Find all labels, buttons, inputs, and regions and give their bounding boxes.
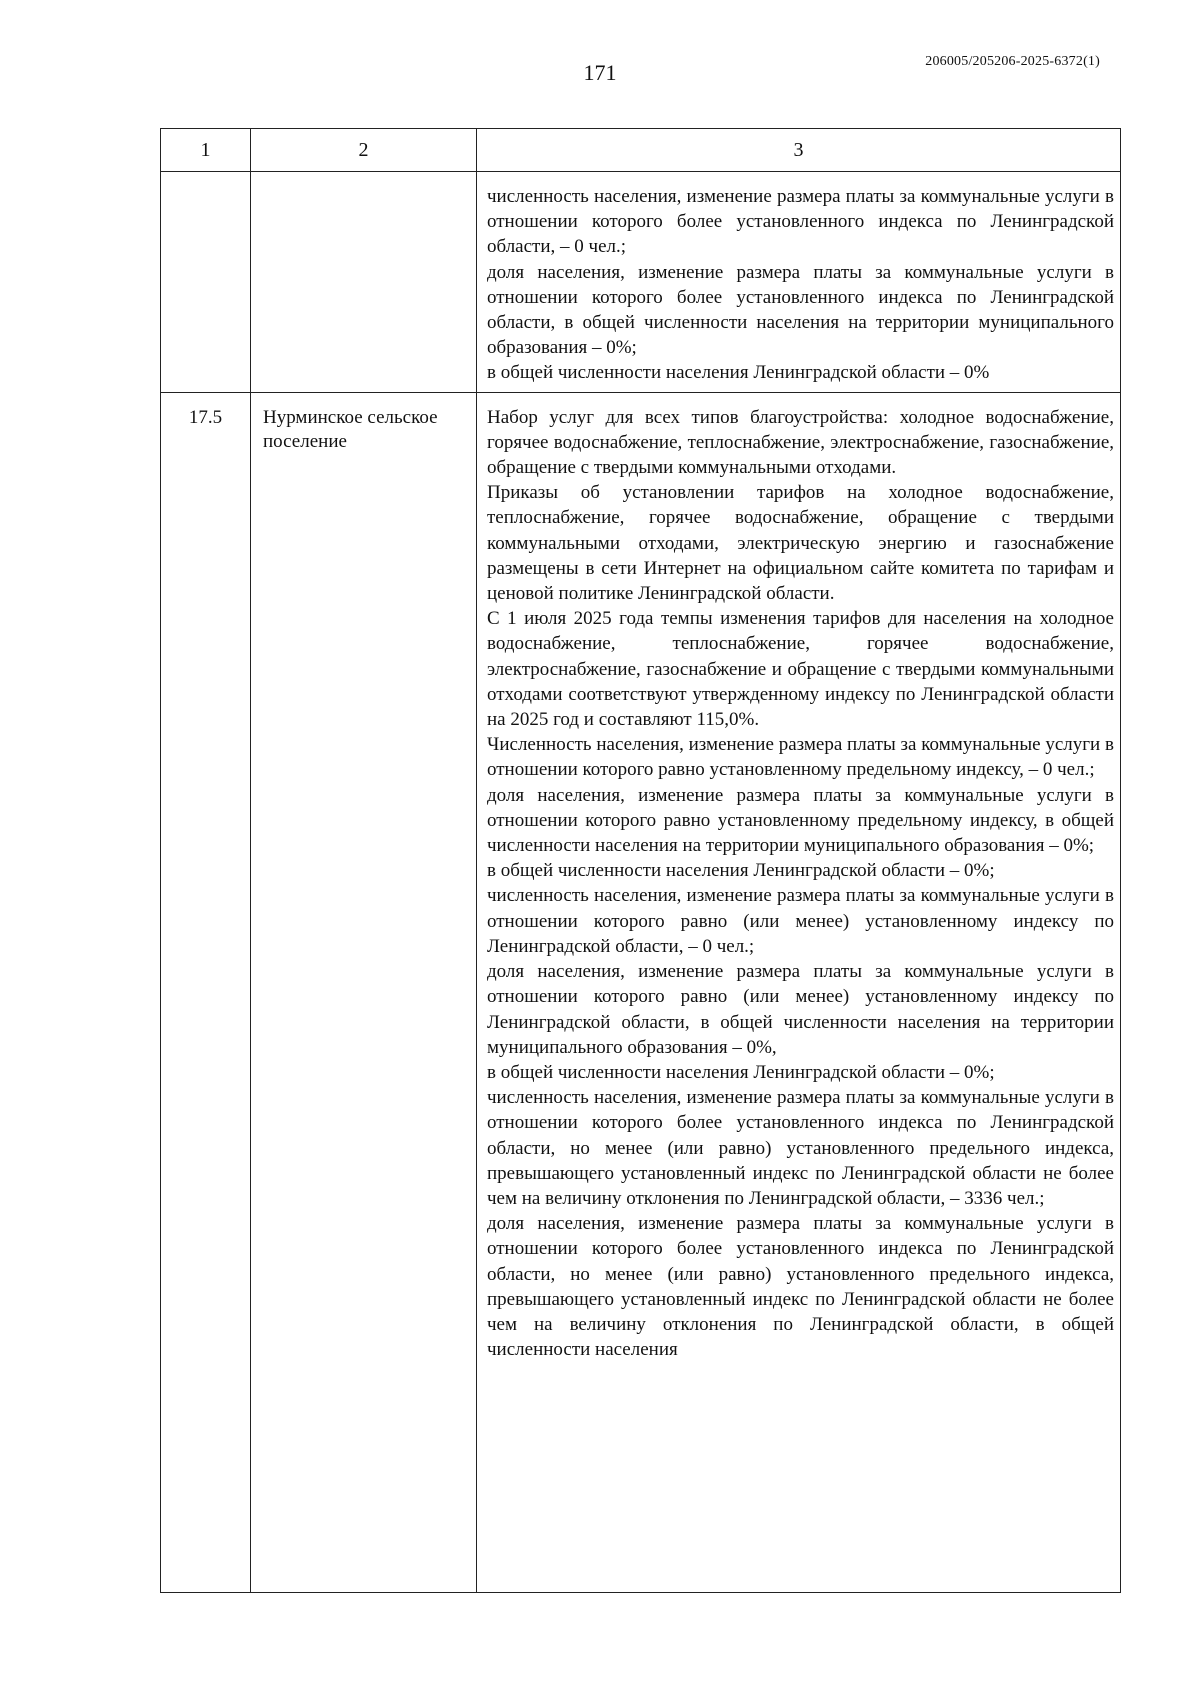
- paragraph: в общей численности населения Ленинградской области – 0%;: [487, 1061, 995, 1083]
- row-description: [477, 392, 1121, 1592]
- paragraph: Численность населения, изменение размера платы за коммунальные услуги в отношении которого равно установленному предельному индексу, – 0 чел.;: [487, 734, 1114, 781]
- paragraph: численность населения, изменение размера платы за коммунальные услуги в отношении которого более установленного индекса по Ленинградской области, но менее (или равно) установленного предельного индекса, превышающего установленный индекс по Ленинградской области не более чем на величину отклонения по Ленинградской области, – 3336 чел.;: [487, 1087, 1114, 1209]
- paragraph: С 1 июля 2025 года темпы изменения тарифов для населения на холодное водоснабжение, теплоснабжение, горячее водоснабжение, электроснабжение, газоснабжение и обращение с твердыми коммунальными отходами соответствуют утвержденному индексу по Ленинградской области на 2025 год и составляют 115,0%.: [487, 608, 1114, 731]
- table-header-row: [161, 129, 1121, 172]
- paragraph: численность населения, изменение размера платы за коммунальные услуги в отношении которого более установленного индекса по Ленинградской области, – 0 чел.;: [487, 186, 1114, 258]
- column-header: 3: [477, 129, 1121, 172]
- paragraph: численность населения, изменение размера платы за коммунальные услуги в отношении которого равно (или менее) установленному индексу по Ленинградской области, – 0 чел.;: [487, 885, 1114, 957]
- settlement-name: [251, 172, 477, 393]
- settlement-name: Нурминское сельское поселение: [251, 392, 477, 1592]
- paragraph: в общей численности населения Ленинградской области – 0%;: [487, 860, 995, 882]
- table-row: [161, 392, 1121, 1592]
- row-description: [477, 172, 1121, 393]
- paragraph: в общей численности населения Ленинградской области – 0%: [487, 362, 990, 384]
- paragraph: доля населения, изменение размера платы за коммунальные услуги в отношении которого более установленного индекса по Ленинградской области, в общей численности населения на территории муниципального образования – 0%;: [487, 261, 1114, 359]
- tariff-table: [160, 128, 1121, 1593]
- column-header: 2: [251, 129, 477, 172]
- paragraph: доля населения, изменение размера платы за коммунальные услуги в отношении которого равно (или менее) установленному индексу по Ленинградской области, в общей численности населения на территории муниципального образования – 0%,: [487, 961, 1114, 1058]
- row-number: [161, 172, 251, 393]
- document-code: 206005/205206-2025-6372(1): [925, 54, 1100, 69]
- column-header: 1: [161, 129, 251, 172]
- row-number: 17.5: [161, 392, 251, 1592]
- paragraph: доля населения, изменение размера платы за коммунальные услуги в отношении которого равно установленному предельному индексу, в общей численности населения на территории муниципального образования – 0%;: [487, 784, 1114, 857]
- paragraph: Набор услуг для всех типов благоустройства: холодное водоснабжение, горячее водоснабжение, теплоснабжение, электроснабжение, газоснабжение, обращение с твердыми коммунальными отходами.: [487, 406, 1114, 479]
- table-row: [161, 172, 1121, 393]
- page-number: 171: [583, 60, 617, 85]
- paragraph: Приказы об установлении тарифов на холодное водоснабжение, теплоснабжение, горячее водоснабжение, обращение с твердыми коммунальными отходами, электрическую энергию и газоснабжение размещены в сети Интернет на официальном сайте комитета по тарифам и ценовой политике Ленинградской области.: [487, 482, 1114, 605]
- paragraph: доля населения, изменение размера платы за коммунальные услуги в отношении которого более установленного индекса по Ленинградской области, но менее (или равно) установленного предельного индекса, превышающего установленный индекс по Ленинградской области не более чем на величину отклонения по Ленинградской области, в общей численности населения: [487, 1213, 1114, 1361]
